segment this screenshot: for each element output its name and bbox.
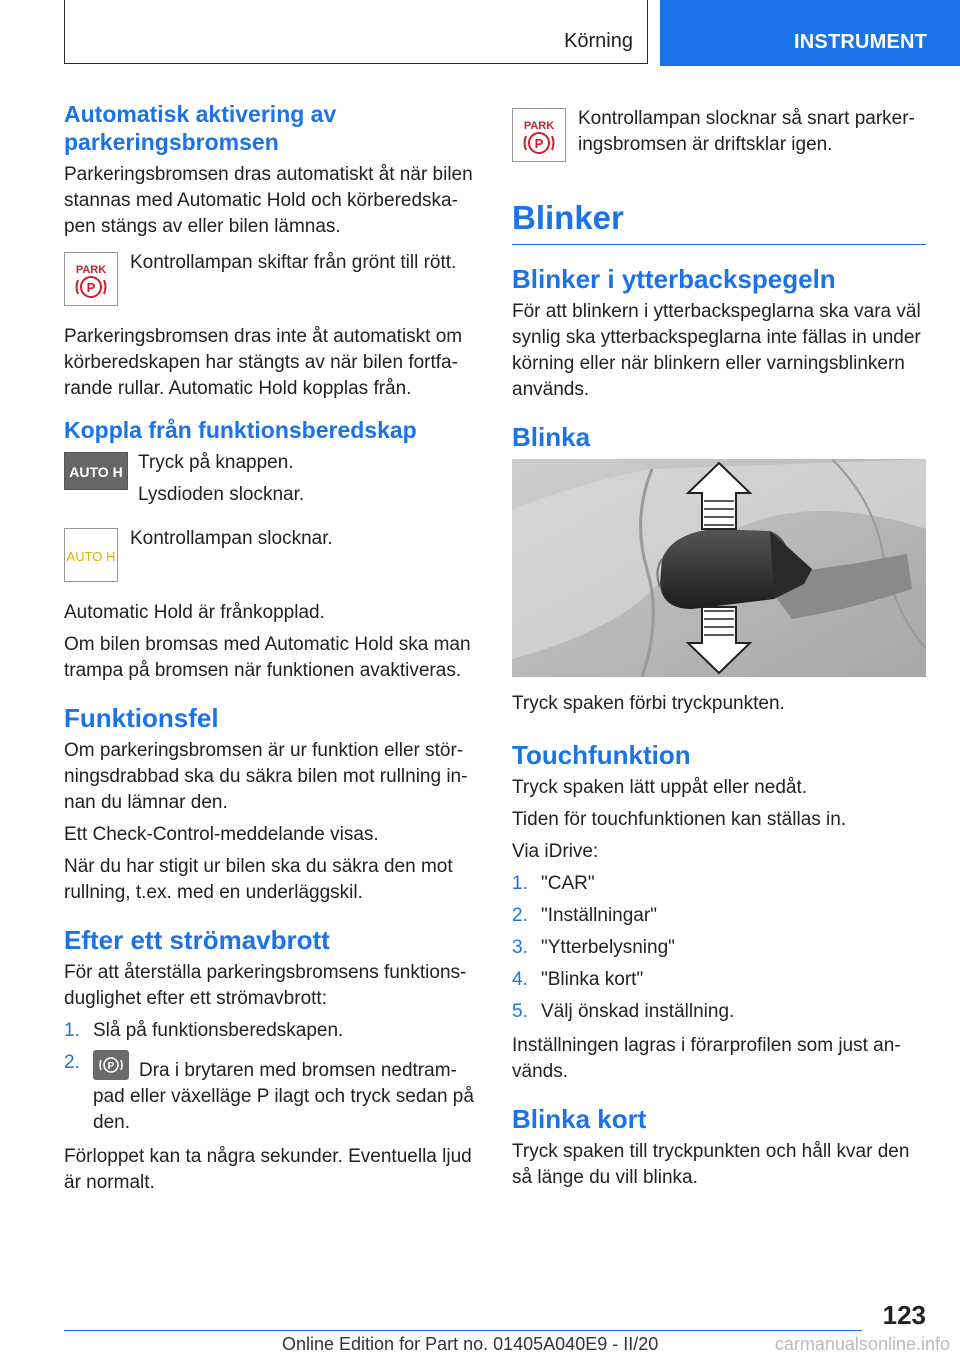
paragraph: För att återställa parkeringsbromsens funktionsduglighet efter ett strömavbrott: (64, 962, 467, 1009)
park-label: PARK (523, 120, 555, 132)
park-brake-red-icon (512, 108, 566, 162)
park-brake-red-icon (64, 252, 118, 306)
list-number: 1. (512, 873, 528, 894)
chapter-title-blinker: Blinker (512, 199, 624, 236)
step-text: Tryck på knappen. (138, 452, 294, 473)
auto-h-indicator-icon (64, 528, 118, 582)
step-text: Lysdioden slocknar. (138, 484, 305, 505)
auto-h-button-icon (64, 452, 128, 490)
paragraph: Parkeringsbromsen dras inte åt automatiskt om körberedskapen har stängts av när bilen fortfarande rullar. Automatic Hold kopplas från. (64, 326, 463, 399)
header-frame (64, 0, 648, 64)
section-title-blinka: Blinka (512, 422, 591, 452)
paragraph: För att blinkern i ytterbackspeglarna ska vara väl synlig ska ytterbackspeglarna inte fällas in under körning eller när blinkern eller varningsblinkern används. (512, 301, 921, 400)
figure-caption: Tryck spaken förbi tryckpunkten. (512, 693, 785, 714)
auto-h-indicator-label: AUTO H (66, 549, 116, 564)
paragraph: Om bilen bromsas med Automatic Hold ska man trampa på bromsen när funktionen avaktiveras. (64, 634, 471, 681)
section-title-disable-readiness: Koppla från funktionsberedskap (64, 417, 417, 443)
list-text: "Ytterbelysning" (541, 937, 675, 958)
numbered-list (512, 871, 926, 1025)
chapter-heading (512, 198, 926, 245)
list-text: "Inställningar" (541, 905, 657, 926)
left-column (64, 100, 478, 1202)
list-item (512, 999, 926, 1025)
indicator-row (64, 526, 478, 588)
indicator-text: Kontrollampan slocknar så snart parkeringsbromsen är driftsklar igen. (578, 108, 915, 155)
right-column (512, 100, 926, 1197)
list-item (512, 967, 926, 993)
numbered-list (64, 1018, 478, 1136)
button-row (64, 450, 478, 512)
footer-divider (64, 1330, 862, 1331)
auto-h-label: AUTO H (69, 464, 123, 480)
indicator-text: Kontrollampan skiftar från grönt till rött. (130, 252, 457, 273)
list-item (512, 903, 926, 929)
section-title-blink-short: Blinka kort (512, 1104, 647, 1134)
list-number: 2. (64, 1052, 80, 1073)
paragraph: Tryck spaken lätt uppåt eller nedåt. (512, 777, 808, 798)
turn-signal-lever-illustration (512, 459, 926, 677)
indicator-row (64, 250, 478, 312)
section-title-power-failure: Efter ett strömavbrott (64, 925, 330, 955)
list-number: 3. (512, 937, 528, 958)
paragraph: Via iDrive: (512, 841, 599, 862)
parking-brake-switch-icon (93, 1050, 129, 1080)
paragraph: Ett Check-Control-meddelande visas. (64, 824, 379, 845)
list-number: 1. (64, 1020, 80, 1041)
section-title-malfunction: Funktionsfel (64, 703, 219, 733)
header-tab-instrument[interactable]: INSTRUMENT (660, 0, 960, 66)
park-label: PARK (75, 264, 107, 276)
paragraph: Tiden för touchfunktionen kan ställas in. (512, 809, 847, 830)
list-text: "Blinka kort" (541, 969, 644, 990)
svg-text:P: P (534, 136, 544, 151)
indicator-text: Kontrollampan slocknar. (130, 528, 333, 549)
paragraph: Tryck spaken till tryckpunkten och håll kvar den så länge du vill blinka. (512, 1141, 910, 1188)
footer-edition: Online Edition for Part no. 01405A040E9 - II/20 (282, 1334, 659, 1354)
watermark: carmanualsonline.info (774, 1334, 950, 1354)
list-number: 5. (512, 1001, 528, 1022)
header-section-title: Körning (564, 30, 633, 52)
section-title-mirror-blinker: Blinker i ytterbackspegeln (512, 264, 836, 294)
indicator-row (512, 106, 926, 168)
list-item (512, 871, 926, 897)
paragraph: Förloppet kan ta några sekunder. Eventuella ljud är normalt. (64, 1146, 472, 1193)
list-text: "CAR" (541, 873, 595, 894)
list-item (64, 1018, 478, 1044)
paragraph: Parkeringsbromsen dras automatiskt åt när bilen stannas med Automatic Hold och körberedskapen stängs av eller bilen lämnas. (64, 164, 473, 237)
list-text: Välj önskad inställning. (541, 1001, 735, 1022)
list-number: 2. (512, 905, 528, 926)
list-item (64, 1050, 478, 1136)
list-item (512, 935, 926, 961)
list-text: Dra i brytaren med bromsen nedtrampad eller växelläge P ilagt och tryck sedan på den. (93, 1060, 474, 1133)
paragraph: När du har stigit ur bilen ska du säkra den mot rullning, t.ex. med en underläggskil. (64, 856, 453, 903)
paragraph: Om parkeringsbromsen är ur funktion eller störningsdrabbad ska du säkra bilen mot rullning innan du lämnar den. (64, 740, 468, 813)
svg-text:P: P (86, 280, 96, 295)
section-title-auto-activation: Automatisk aktivering av parkeringsbromsen (64, 101, 337, 155)
paragraph: Automatic Hold är frånkopplad. (64, 602, 325, 623)
list-number: 4. (512, 969, 528, 990)
svg-text:P: P (107, 1061, 115, 1072)
paragraph: Inställningen lagras i förarprofilen som just används. (512, 1035, 901, 1082)
section-title-touch-function: Touchfunktion (512, 740, 691, 770)
list-text: Slå på funktionsberedskapen. (93, 1020, 344, 1041)
page-number: 123 (882, 1300, 926, 1330)
